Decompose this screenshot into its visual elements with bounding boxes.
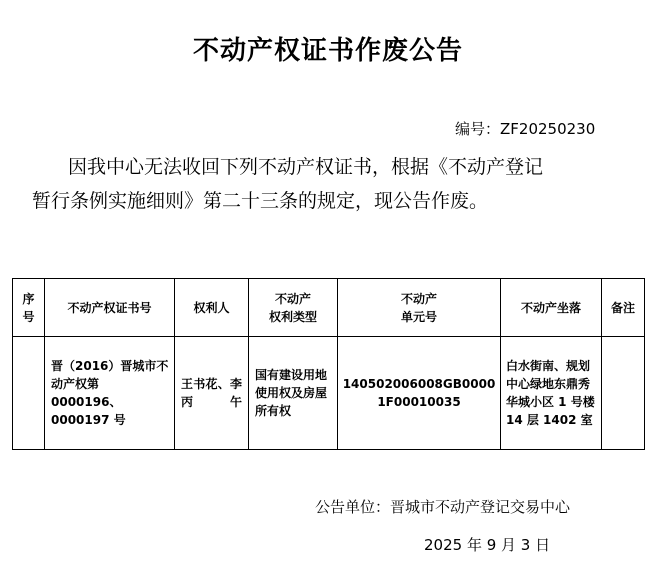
- cell-unit-no: 140502006008GB00001F00010035: [338, 337, 501, 450]
- header-rights-type-line-1: 不动产: [274, 291, 311, 306]
- voided-certificates-table: [12, 278, 645, 450]
- header-remarks: 备注: [602, 279, 645, 337]
- cell-holder: 王书花、李丙午: [175, 337, 249, 450]
- cell-cert-no: 晋（2016）晋城市不动产权第 0000196、0000197 号: [45, 337, 175, 450]
- issue-date: 2025 年 9 月 3 日: [424, 536, 551, 554]
- cell-location: 白水街南、规划中心绿地东鼎秀华城小区 1 号楼 14 层 1402 室: [501, 337, 602, 450]
- notice-number: 编号：ZF20250230: [455, 120, 596, 138]
- notice-body-line-2: 暂行条例实施细则》第二十三条的规定，现公告作废。: [32, 190, 489, 212]
- cell-remarks: [602, 337, 645, 450]
- header-holder: 权利人: [175, 279, 249, 337]
- header-location: 不动产坐落: [501, 279, 602, 337]
- header-rights-type: [249, 279, 338, 337]
- header-cert-no: 不动产权证书号: [45, 279, 175, 337]
- header-unit-no: [338, 279, 501, 337]
- header-unit-no-line-1: 不动产: [400, 291, 437, 306]
- table-header-row: [13, 279, 645, 337]
- issuing-unit: 公告单位：晋城市不动产登记交易中心: [315, 498, 571, 516]
- cell-rights-type: 国有建设用地使用权及房屋所有权: [249, 337, 338, 450]
- notice-title: 不动产权证书作废公告: [192, 36, 463, 66]
- header-unit-no-line-2: 单元号: [400, 309, 437, 324]
- header-index: 序号: [13, 279, 45, 337]
- notice-body-line-1: 因我中心无法收回下列不动产权证书，根据《不动产登记: [68, 156, 544, 178]
- table-row: [13, 337, 645, 450]
- header-rights-type-line-2: 权利类型: [268, 309, 317, 324]
- cell-index: [13, 337, 45, 450]
